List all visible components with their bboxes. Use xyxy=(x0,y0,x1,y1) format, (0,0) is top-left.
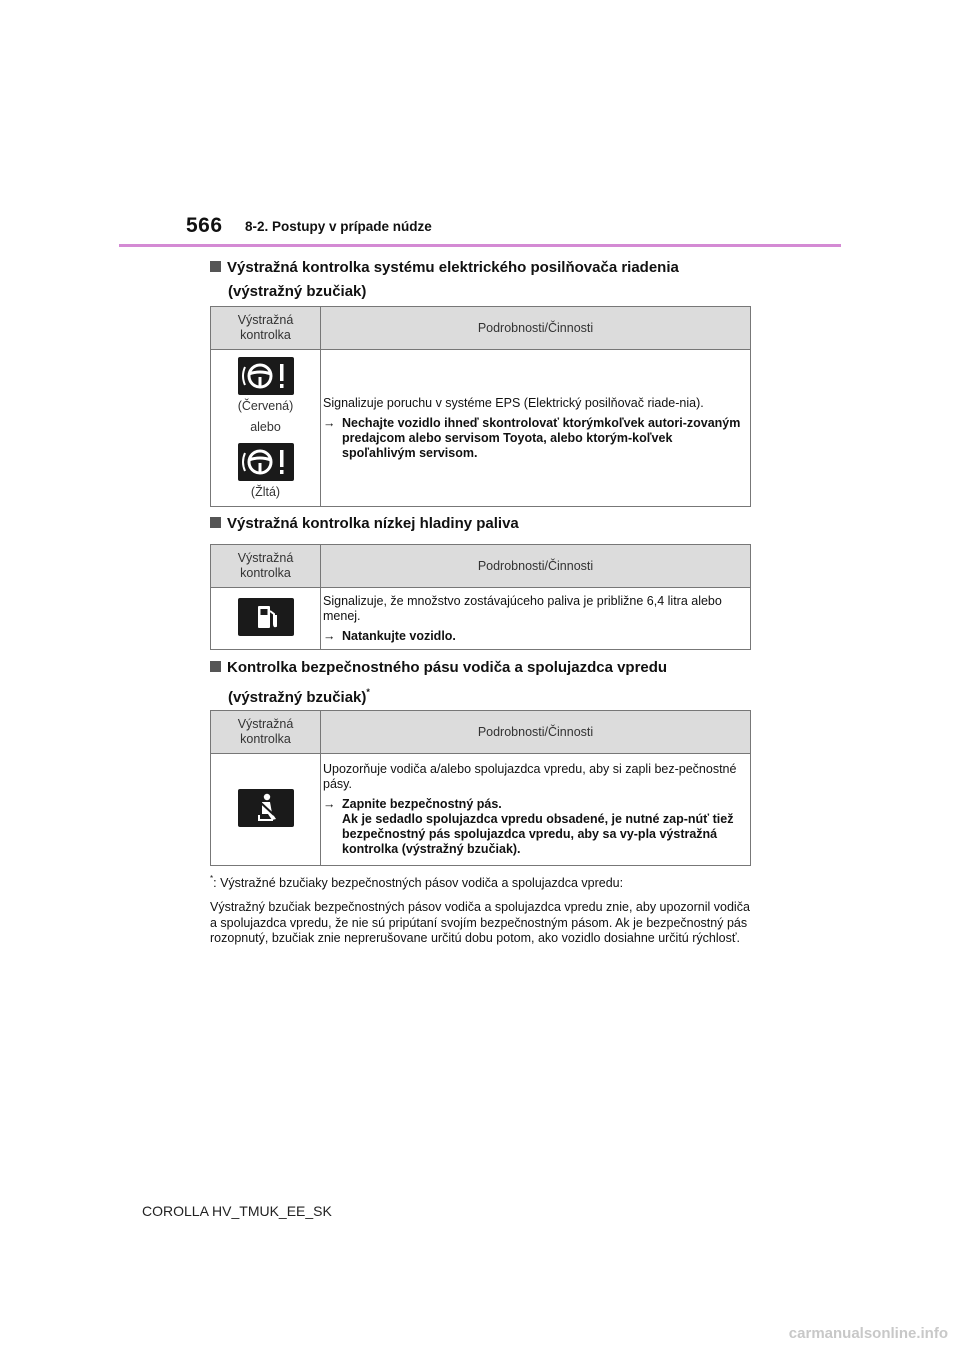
eps-action-text: Nechajte vozidlo ihneď skontrolovať ktorýmkoľvek autori-zovaným predajcom alebo servisom Toyota, alebo ktorým-koľvek spoľahlivým servisom. xyxy=(342,415,741,460)
seatbelt-warning-table xyxy=(210,710,751,866)
chapter-title: 8-2. Postupy v prípade núdze xyxy=(245,219,432,234)
header-divider xyxy=(119,244,841,247)
lamp-cell xyxy=(211,588,321,650)
steering-warning-icon xyxy=(238,357,294,395)
seatbelt-icon xyxy=(238,789,294,827)
fuel-action xyxy=(323,629,745,644)
eps-warning-table xyxy=(210,306,751,507)
section-heading-fuel xyxy=(210,512,519,536)
details-cell xyxy=(321,754,751,866)
or-label: alebo xyxy=(250,419,281,434)
column-header-details: Podrobnosti/Činnosti xyxy=(321,711,751,754)
section-heading-eps xyxy=(210,256,679,304)
steering-warning-icon xyxy=(238,443,294,481)
details-cell xyxy=(321,350,751,507)
footnote-mark: * xyxy=(210,874,214,883)
column-header-lamp: Výstražná kontrolka xyxy=(211,307,321,350)
fuel-warning-table xyxy=(210,544,751,650)
lamp-cell xyxy=(211,350,321,507)
section-title-line1: Kontrolka bezpečnostného pásu vodiča a spolujazdca vpredu xyxy=(227,659,668,676)
square-bullet-icon xyxy=(210,261,221,272)
column-header-details: Podrobnosti/Činnosti xyxy=(321,545,751,588)
page-number: 566 xyxy=(186,214,223,237)
section-heading-seatbelt xyxy=(210,656,667,710)
seatbelt-action-text: Zapnite bezpečnostný pás. xyxy=(342,797,502,811)
lamp-cell xyxy=(211,754,321,866)
arrow-icon: → xyxy=(323,628,336,643)
section-title-line2: (výstražný bzučiak) xyxy=(228,283,367,300)
section-title-line1: Výstražná kontrolka systému elektrického posilňovača riadenia xyxy=(227,259,679,276)
body-paragraph: Výstražný bzučiak bezpečnostných pásov vodiča a spolujazdca vpredu znie, aby upozornil vodiča a spolujazdca vpredu, že nie sú pripútaní svojím bezpečnostným pásom. Ak je bezpečnostný pás rozopnutý, bzučiak znie neprerušovane určitú dobu potom, ako vozidlo dosiahne určitú rýchlosť. xyxy=(210,900,750,945)
seatbelt-action xyxy=(323,797,745,857)
red-color-label: (Červená) xyxy=(237,398,294,413)
seatbelt-description: Upozorňuje vodiča a/alebo spolujazdca vpredu, aby si zapli bez-pečnostné pásy. xyxy=(323,762,737,791)
footer-model-code: COROLLA HV_TMUK_EE_SK xyxy=(142,1203,332,1219)
arrow-icon: → xyxy=(323,415,336,430)
column-header-details: Podrobnosti/Činnosti xyxy=(321,307,751,350)
section-title-line2: (výstražný bzučiak) xyxy=(228,689,367,706)
fuel-action-text: Natankujte vozidlo. xyxy=(342,628,456,643)
square-bullet-icon xyxy=(210,661,221,672)
column-header-lamp: Výstražná kontrolka xyxy=(211,711,321,754)
footnote-text: : Výstražné bzučiaky bezpečnostných pásov vodiča a spolujazdca vpredu: xyxy=(213,876,624,890)
watermark: carmanualsonline.info xyxy=(788,1325,948,1342)
footnote-mark: * xyxy=(366,687,370,697)
arrow-icon: → xyxy=(323,797,336,811)
fuel-pump-icon xyxy=(238,598,294,636)
yellow-color-label: (Žltá) xyxy=(250,484,281,499)
footnote xyxy=(210,871,755,891)
eps-action xyxy=(323,416,745,461)
column-header-lamp: Výstražná kontrolka xyxy=(211,545,321,588)
square-bullet-icon xyxy=(210,517,221,528)
seatbelt-action-note: Ak je sedadlo spolujazdca vpredu obsadené, je nutné zap-núť tiež bezpečnostný pás spolujazdca vpredu, aby sa vy-pla výstražná kontrolka (výstražný bzučiak). xyxy=(342,812,734,856)
section-title-line1: Výstražná kontrolka nízkej hladiny paliva xyxy=(227,515,519,532)
eps-description: Signalizuje poruchu v systéme EPS (Elektrický posilňovač riade-nia). xyxy=(323,395,704,410)
details-cell xyxy=(321,588,751,650)
fuel-description: Signalizuje, že množstvo zostávajúceho paliva je približne 6,4 litra alebo menej. xyxy=(323,593,722,623)
